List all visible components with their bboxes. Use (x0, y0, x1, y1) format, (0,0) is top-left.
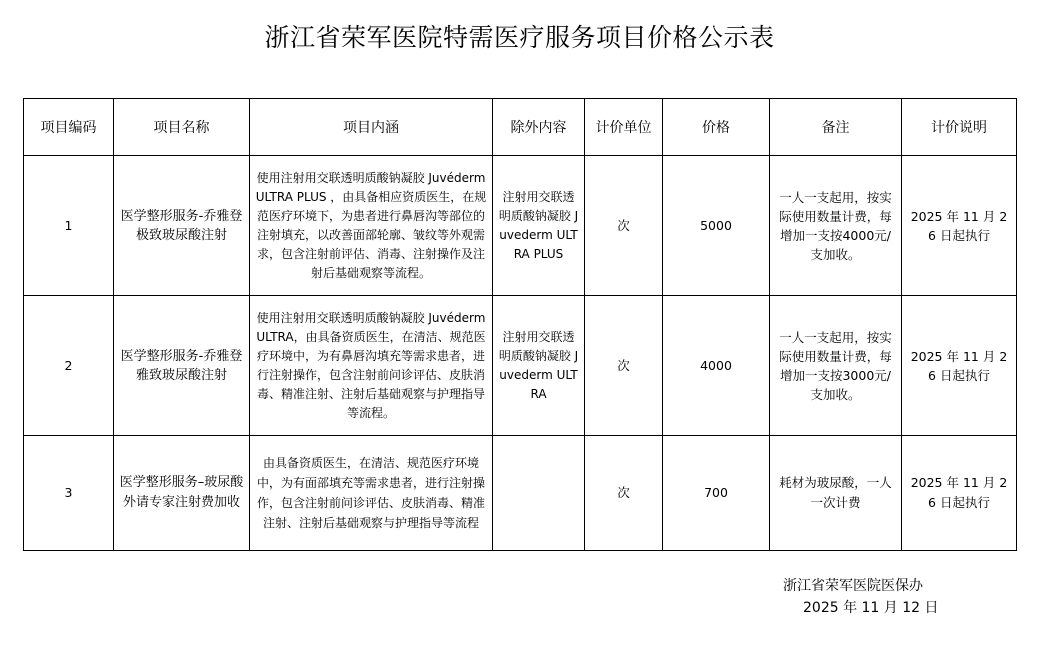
cell-explanation: 2025 年 11 月 26 日起执行 (902, 436, 1017, 551)
footer-date: 2025 年 11 月 12 日 (803, 600, 939, 616)
cell-price: 4000 (663, 296, 770, 436)
document-title: 浙江省荣军医院特需医疗服务项目价格公示表 (264, 23, 775, 52)
cell-name: 医学整形服务-乔雅登极致玻尿酸注射 (114, 156, 250, 296)
cell-unit: 次 (585, 156, 663, 296)
header-content: 项目内涵 (250, 99, 493, 156)
table-row (24, 436, 1017, 551)
footer-organization: 浙江省荣军医院医保办 (783, 578, 923, 594)
cell-content: 使用注射用交联透明质酸钠凝胶 Juvéderm ULTRA，由具备资质医生，在清洁、规范医疗环境中，为有鼻唇沟填充等需求患者，进行注射操作，包含注射前问诊评估、皮肤消毒、精准注射、注射后基础观察与护理指导等流程。 (250, 296, 493, 436)
table-row (24, 296, 1017, 436)
cell-code: 3 (24, 436, 114, 551)
cell-explanation: 2025 年 11 月 26 日起执行 (902, 156, 1017, 296)
table-header-row (24, 99, 1017, 156)
header-name: 项目名称 (114, 99, 250, 156)
cell-unit: 次 (585, 296, 663, 436)
cell-note: 耗材为玻尿酸，一人一次计费 (770, 436, 902, 551)
cell-exclusion: 注射用交联透明质酸钠凝胶 Juvederm ULTRA PLUS (493, 156, 585, 296)
header-exclusion: 除外内容 (493, 99, 585, 156)
cell-content: 由具备资质医生，在清洁、规范医疗环境中，为有面部填充等需求患者，进行注射操作，包含注射前问诊评估、皮肤消毒、精准注射、注射后基础观察与护理指导等流程 (250, 436, 493, 551)
header-code: 项目编码 (24, 99, 114, 156)
cell-exclusion (493, 436, 585, 551)
header-note: 备注 (770, 99, 902, 156)
cell-content: 使用注射用交联透明质酸钠凝胶 Juvéderm ULTRA PLUS ，由具备相应资质医生，在规范医疗环境下，为患者进行鼻唇沟等部位的注射填充，以改善面部轮廓、皱纹等外观需求，包含注射前评估、消毒、注射操作及注射后基础观察等流程。 (250, 156, 493, 296)
cell-explanation: 2025 年 11 月 26 日起执行 (902, 296, 1017, 436)
table-row (24, 156, 1017, 296)
cell-code: 1 (24, 156, 114, 296)
cell-exclusion: 注射用交联透明质酸钠凝胶 Juvederm ULTRA (493, 296, 585, 436)
header-price: 价格 (663, 99, 770, 156)
cell-price: 5000 (663, 156, 770, 296)
cell-name: 医学整形服务–玻尿酸外请专家注射费加收 (114, 436, 250, 551)
header-explanation: 计价说明 (902, 99, 1017, 156)
cell-note: 一人一支起用，按实际使用数量计费，每增加一支按4000元/支加收。 (770, 156, 902, 296)
cell-note: 一人一支起用，按实际使用数量计费，每增加一支按3000元/支加收。 (770, 296, 902, 436)
cell-price: 700 (663, 436, 770, 551)
header-unit: 计价单位 (585, 99, 663, 156)
price-table (23, 98, 1017, 551)
cell-name: 医学整形服务-乔雅登雅致玻尿酸注射 (114, 296, 250, 436)
cell-code: 2 (24, 296, 114, 436)
cell-unit: 次 (585, 436, 663, 551)
